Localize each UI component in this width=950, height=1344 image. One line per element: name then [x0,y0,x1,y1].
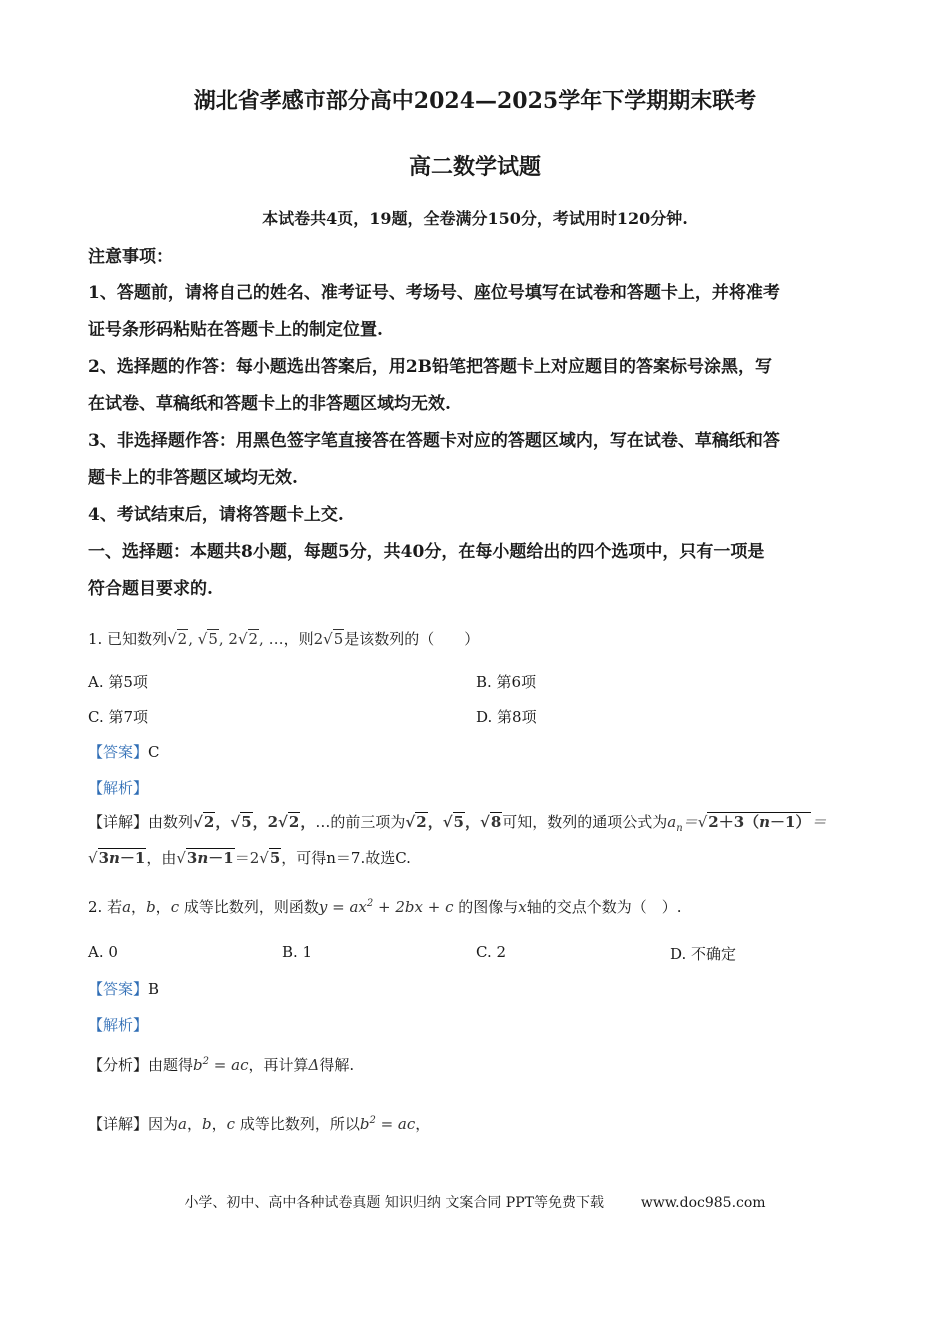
notice-item-2a: 2、选择题的作答：每小题选出答案后，用2B铅笔把答题卡上对应题目的答案标号涂黑，写 [88,357,773,377]
q2-fenxi-tag: 【分析】 [88,1056,149,1074]
q1-option-d: D. 第8项 [476,708,537,726]
notice-item-1b: 证号条形码粘贴在答题卡上的制定位置. [88,320,383,340]
q1-answer [88,741,160,762]
q2-fenxi-eq: $b^2$ = ac [193,1056,249,1074]
q1-detail-tag: 【详解】 [88,813,149,831]
q1-detail-2: …的前三项为 [315,813,406,831]
q1-analysis-tag: 【解析】 [88,779,149,797]
page-footer [0,1192,950,1212]
q2-option-d: D. 不确定 [670,945,737,963]
q2-abc-text: 成等比数列，则函数 [183,898,319,916]
notice-item-3b: 题卡上的非答题区域均无效. [88,468,298,488]
exam-subtitle: 高二数学试题 [408,154,541,180]
q1-general-term: $a_n=√2+3(n-1)=$ [667,813,827,834]
q1-detail-first-three: √2，√5，√8 [405,813,502,831]
q2-function: $y = ax^2 + 2bx + c$ [318,898,454,916]
q1-detail-4: ，由 [146,849,177,867]
q2-detail-1: 因为 [148,1115,179,1133]
q1-answer-value: C [148,743,160,761]
q2-fenxi-1: 由题得 [148,1056,194,1074]
notice-item-4: 4、考试结束后，请将答题卡上交. [88,505,344,525]
exam-info: 本试卷共4页，19题，全卷满分150分，考试用时120分钟. [262,209,688,228]
q2-b: b [146,898,156,916]
notice-item-2b: 在试卷、草稿纸和答题卡上的非答题区域均无效. [88,394,451,414]
section-line-b: 符合题目要求的. [88,579,213,599]
footer-site-link[interactable]: www.doc985.com [640,1195,766,1211]
q1-prefix: 1. 已知数列 [88,630,168,648]
q2-abc: a [122,898,132,916]
q2-answer-tag: 【答案】 [88,980,149,998]
q2-suffix2: 轴的交点个数为（ ）. [526,898,682,916]
section-line-a: 一、选择题：本题共8小题，每题5分，共40分，在每小题给出的四个选项中，只有一项是 [88,542,765,562]
question-2: 2. 若a，b，c 成等比数列，则函数$y = ax^2 + 2bx + c$ 的图像与x轴的交点个数为（ ）. [88,898,682,916]
q2-option-c: C. 2 [476,943,507,961]
q2-x-var: x [518,898,527,916]
exam-title: 湖北省孝感市部分高中2024—2025学年下学期期末联考 [193,88,757,114]
q1-equation: √3n－1＝2√5 [176,849,281,867]
q2-detail-3: ， [415,1115,431,1133]
q2-c: c [170,898,180,916]
q2-delta: Δ [308,1056,320,1074]
q2-detail-tag: 【详解】 [88,1115,149,1133]
q2-suffix: 的图像与 [458,898,519,916]
q1-suffix: 是该数列的（ ） [344,630,480,648]
q2-detail-b: b [202,1115,212,1133]
q2-detail-c: c [226,1115,236,1133]
q2-fenxi-3: 得解. [319,1056,355,1074]
q2-answer [88,978,159,999]
question-1 [88,628,479,649]
q1-answer-tag: 【答案】 [88,743,149,761]
q1-option-c: C. 第7项 [88,708,149,726]
q2-prefix: 2. 若 [88,898,123,916]
q1-detail-6: n＝7.故选C. [326,849,411,867]
notice-item-1a: 1、答题前，请将自己的姓名、准考证号、考场号、座位号填写在试卷和答题卡上，并将准考 [88,283,780,303]
q1-detail-line-2 [88,847,411,868]
q1-sequence: √2, √5, 2√2, … [167,630,284,648]
q2-option-b: B. 1 [282,943,313,961]
q1-detail-5: ，可得 [281,849,327,867]
q1-target: 2√5 [313,630,344,648]
footer-text: 小学、初中、高中各种试卷真题 知识归纳 文案合同 PPT等免费下载 [184,1195,604,1211]
q1-detail-seq: √2，√5，2√2， [193,813,316,831]
q1-option-b: B. 第6项 [476,673,537,691]
q1-detail-line-1 [88,811,827,834]
q2-fenxi-2: ，再计算 [248,1056,309,1074]
q2-analysis-tag: 【解析】 [88,1016,149,1034]
q2-option-a: A. 0 [88,943,118,961]
q2-detail-eq: $b^2$ = ac [359,1115,416,1133]
notice-heading: 注意事项： [88,247,173,267]
notice-item-3a: 3、非选择题作答：用黑色签字笔直接答在答题卡对应的答题区域内，写在试卷、草稿纸和答 [88,431,780,451]
q2-detail-a: a [178,1115,187,1133]
q2-answer-value: B [148,980,160,998]
q1-general-simplified: √3n－1 [88,849,146,867]
q1-detail-1: 由数列 [148,813,194,831]
q1-mid: ，则 [283,630,314,648]
q2-detail-2: 成等比数列，所以 [239,1115,360,1133]
q1-option-a: A. 第5项 [88,673,148,691]
q1-detail-3: 可知，数列的通项公式为 [502,813,668,831]
q2-detail: 【详解】因为a，b，c 成等比数列，所以$b^2$ = ac， [88,1115,431,1133]
q2-fenxi [88,1054,354,1075]
